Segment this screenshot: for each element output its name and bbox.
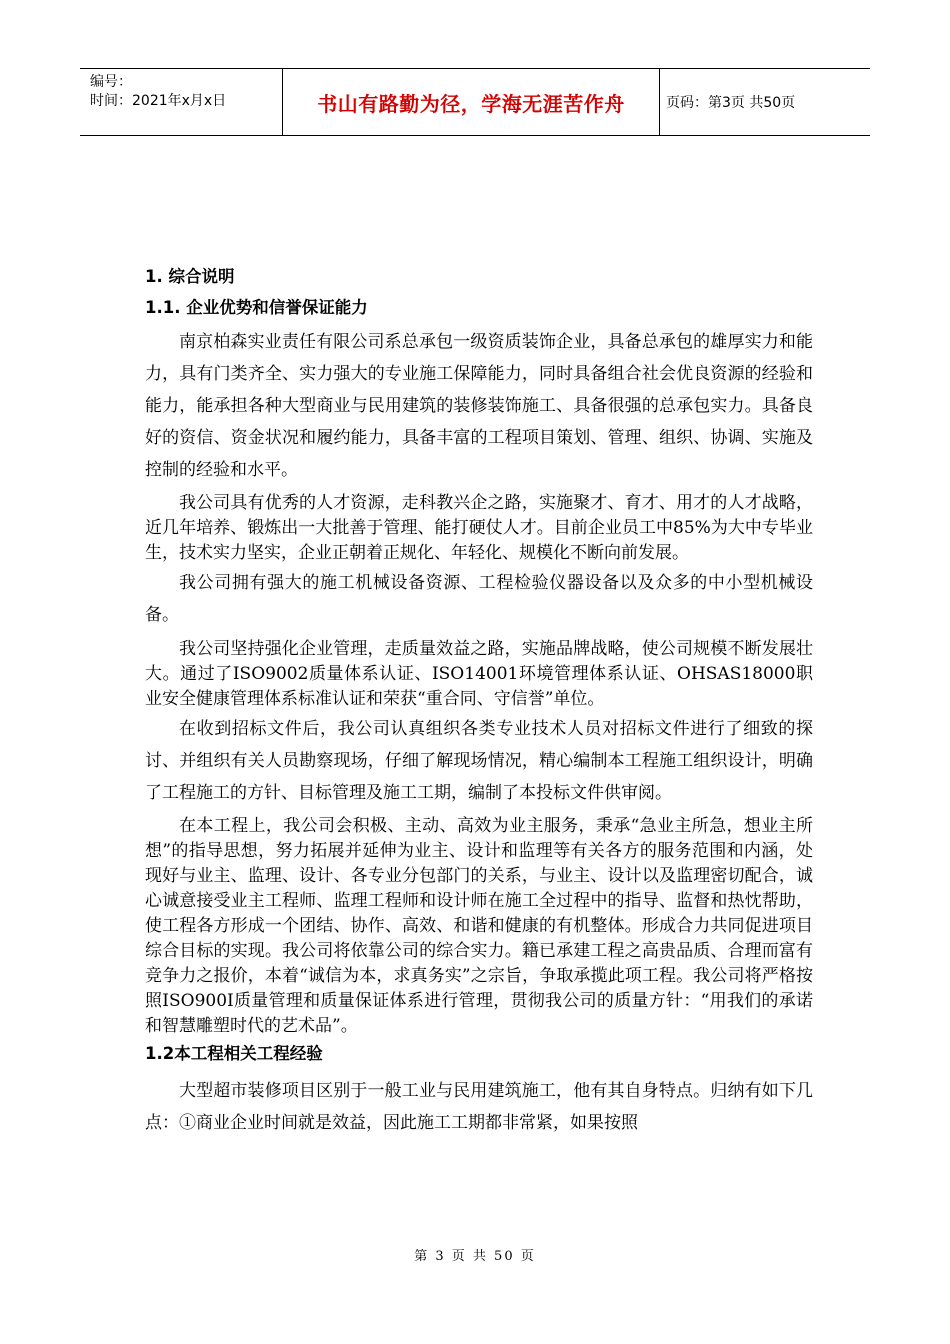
section-heading-1: 1. 综合说明 — [145, 267, 235, 286]
paragraph-service-commitment: 在本工程上，我公司会积极、主动、高效为业主服务，秉承“急业主所急，想业主所想”的指导思想，努力拓展并延伸为业主、设计和监理等有关各方的服务范围和内涵，处现好与业主、监理、设计、各专业分包部门的关系，与业主、设计以及监理密切配合，诚心诚意接受业主工程师、监理工程师和设计师在施工全过程中的指导、监督和热忱帮助，使工程各方形成一个团结、协作、高效、和谐和健康的有机整体。形成合力共同促进项目综合目标的实现。我公司将依靠公司的综合实力。籍已承建工程之高贵品质、合理而富有竞争力之报价，本着“诚信为本，求真务实”之宗旨，争取承揽此项工程。我公司将严格按照ISO900I质量管理和质量保证体系进行管理，贯彻我公司的质量方针：“用我们的承诺和智慧雕塑时代的艺术品”。 — [145, 816, 813, 1036]
paragraph-quality-certification: 我公司坚持强化企业管理，走质量效益之路，实施品牌战略，使公司规模不断发展壮大。通过了ISO9002质量体系认证、ISO14001环境管理体系认证、OHSAS18000职业安全健康管理体系标准认证和荣获“重合同、守信誉”单位。 — [145, 639, 813, 709]
document-number-label: 编号： — [90, 74, 132, 90]
header-meta — [80, 69, 282, 135]
paragraph-supermarket-experience: 大型超市装修项目区别于一般工业与民用建筑施工，他有其自身特点。归纳有如下几点：①商业企业时间就是效益，因此施工工期都非常紧，如果按照 — [145, 1081, 813, 1133]
document-time-label: 时间：2021年x月x日 — [90, 93, 227, 109]
section-heading-1-1: 1.1. 企业优势和信誉保证能力 — [145, 298, 368, 317]
header-page-info: 页码：第3页 共50页 — [666, 95, 796, 111]
document-body — [145, 262, 813, 1139]
section-heading-1-2: 1.2本工程相关工程经验 — [145, 1044, 323, 1063]
page-header — [80, 68, 870, 136]
header-motto: 书山有路勤为径，学海无涯苦作舟 — [282, 69, 660, 135]
page-footer: 第 3 页 共 50 页 — [414, 1249, 536, 1264]
paragraph-tender-preparation: 在收到招标文件后，我公司认真组织各类专业技术人员对招标文件进行了细致的探讨、并组织有关人员勘察现场，仔细了解现场情况，精心编制本工程施工组织设计，明确了工程施工的方针、目标管理及施工工期，编制了本投标文件供审阅。 — [145, 719, 813, 803]
paragraph-talent: 我公司具有优秀的人才资源，走科教兴企之路，实施聚才、育才、用才的人才战略，近几年培养、锻炼出一大批善于管理、能打硬仗人才。目前企业员工中85%为大中专毕业生，技术实力坚实，企业正朝着正规化、年轻化、规模化不断向前发展。 — [145, 493, 813, 563]
paragraph-company-profile: 南京柏森实业责任有限公司系总承包一级资质装饰企业，具备总承包的雄厚实力和能力，具有门类齐全、实力强大的专业施工保障能力，同时具备组合社会优良资源的经验和能力，能承担各种大型商业与民用建筑的装修装饰施工、具备很强的总承包实力。具备良好的资信、资金状况和履约能力，具备丰富的工程项目策划、管理、组织、协调、实施及控制的经验和水平。 — [145, 332, 813, 480]
paragraph-equipment: 我公司拥有强大的施工机械设备资源、工程检验仪器设备以及众多的中小型机械设备。 — [145, 573, 813, 625]
